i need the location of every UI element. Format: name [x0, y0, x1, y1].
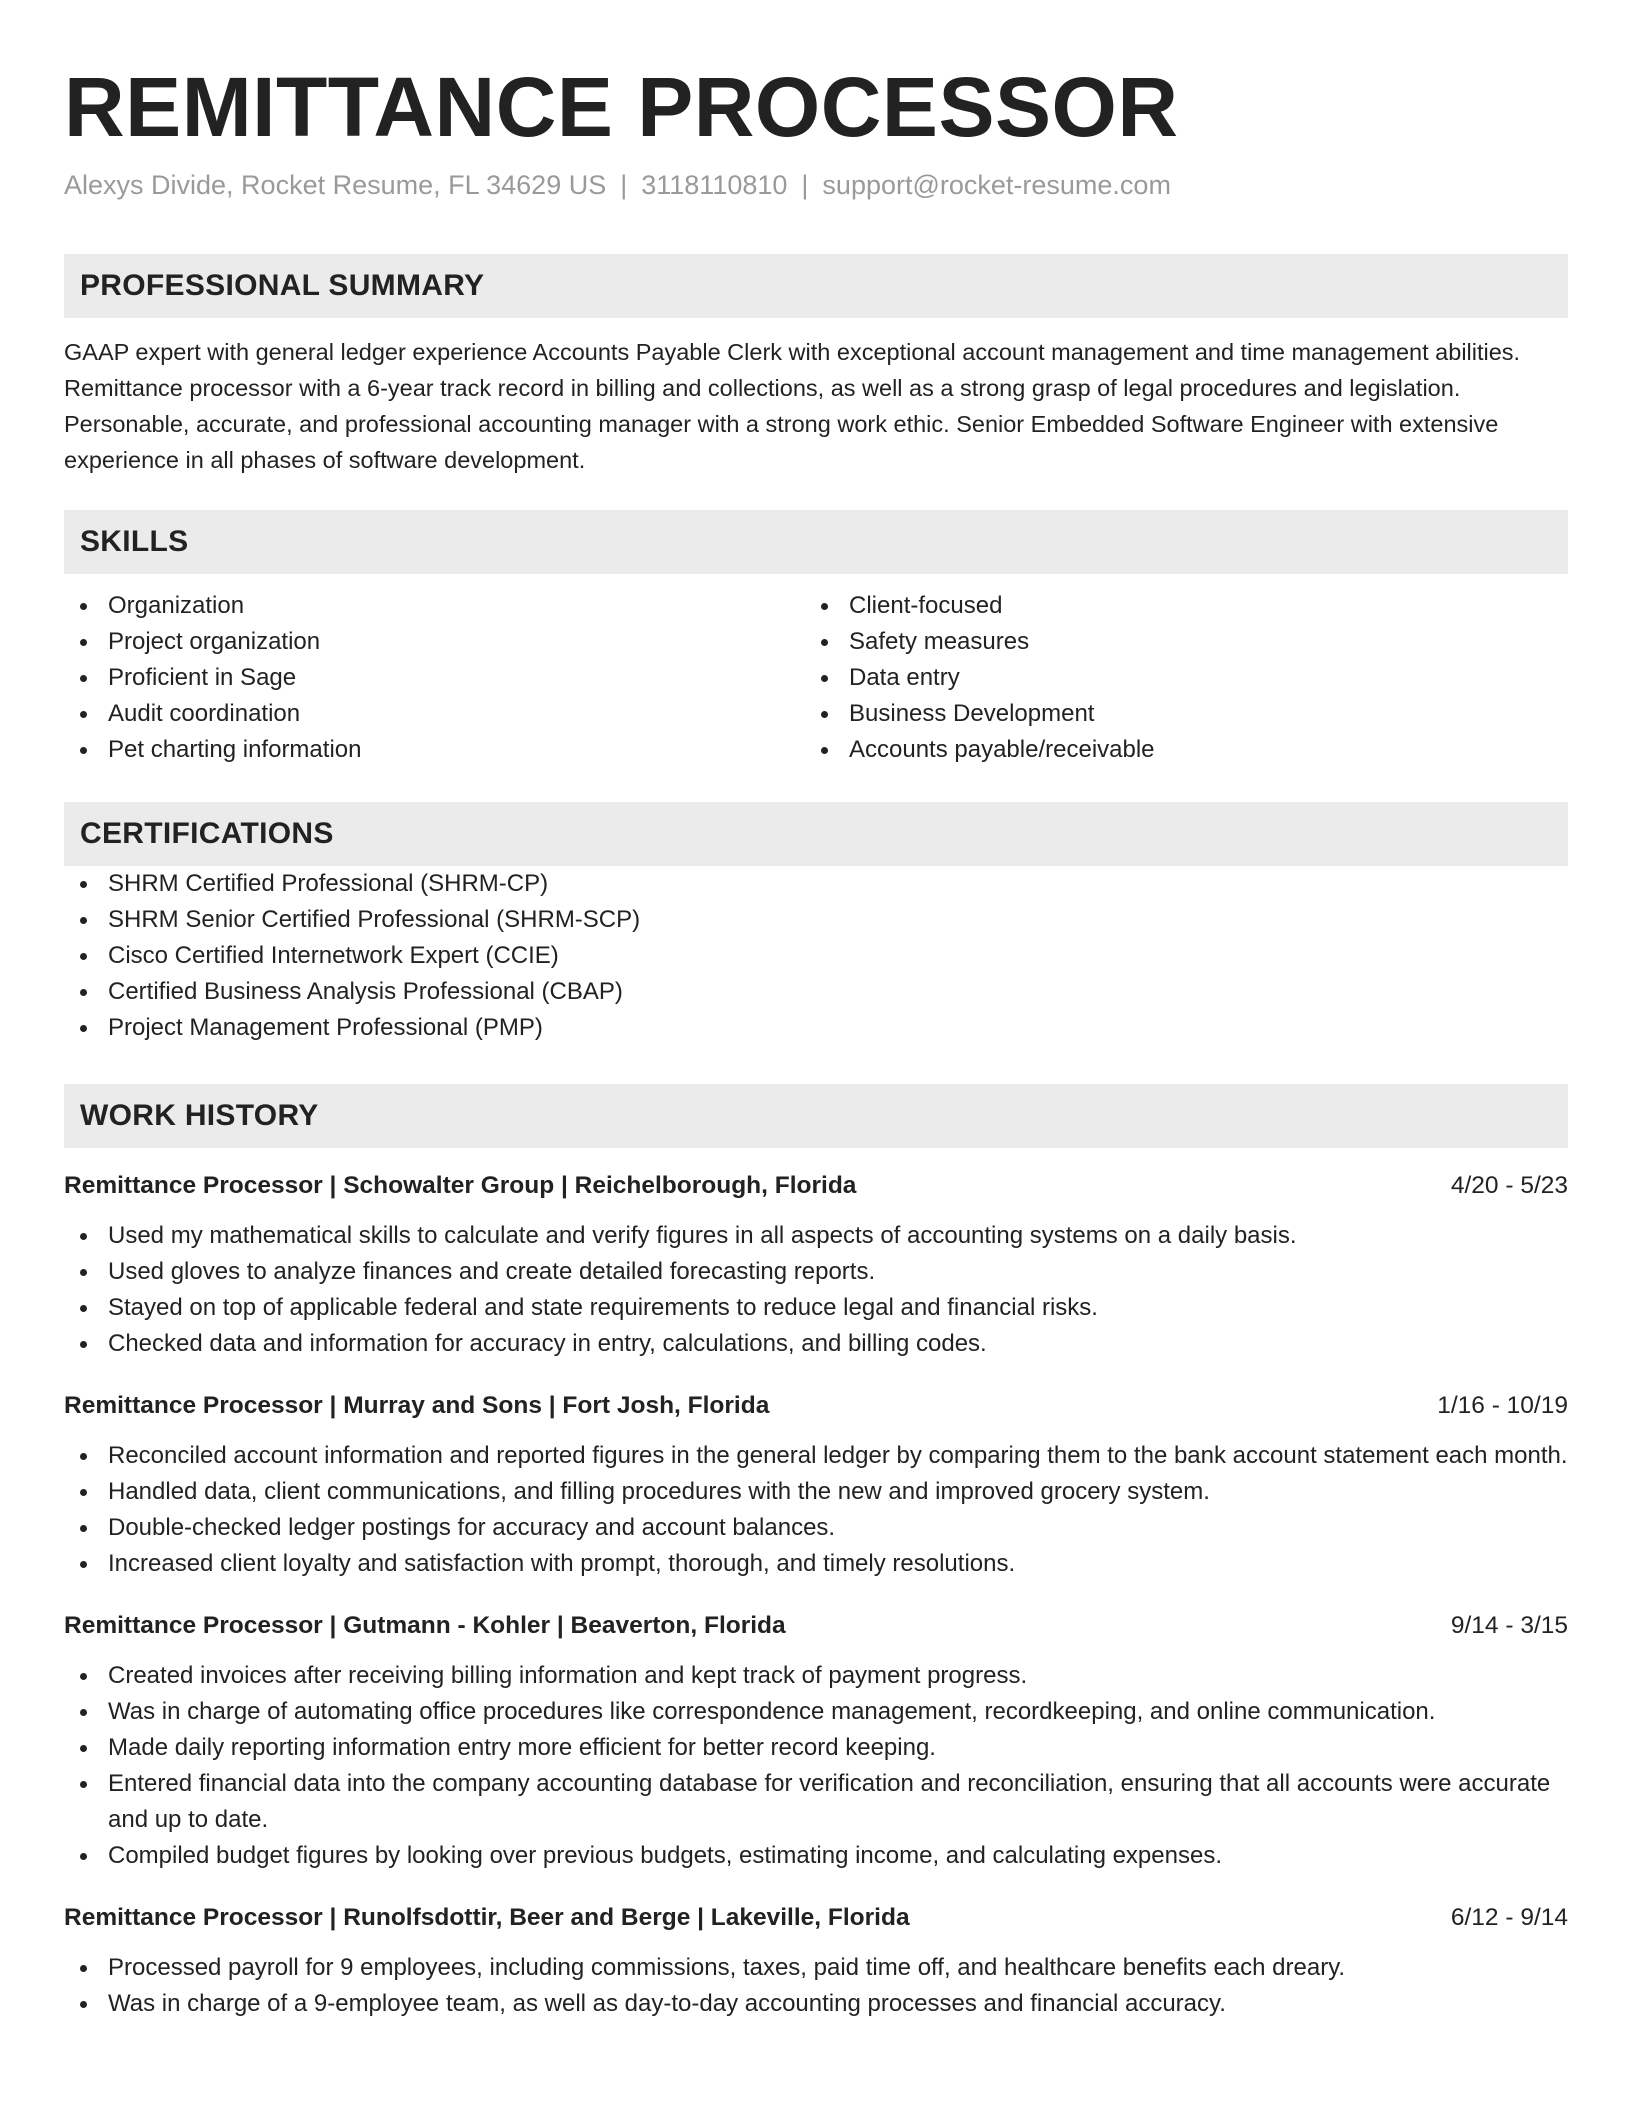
job-entry — [64, 1388, 1568, 1582]
skill-item: Business Development — [805, 696, 1546, 732]
job-title: Remittance Processor | Runolfsdottir, Beer and Berge | Lakeville, Florida — [64, 1904, 910, 1931]
skills-grid — [64, 588, 1568, 768]
job-entry — [64, 1168, 1568, 1362]
job-bullet: Created invoices after receiving billing information and kept track of payment progress. — [64, 1658, 1568, 1694]
job-dates: 6/12 - 9/14 — [1450, 1904, 1568, 1931]
job-bullet: Processed payroll for 9 employees, including commissions, taxes, paid time off, and healthcare benefits each dreary. — [64, 1950, 1568, 1986]
job-header — [64, 1388, 1568, 1424]
job-bullet: Used gloves to analyze finances and create detailed forecasting reports. — [64, 1254, 1568, 1290]
job-bullet: Made daily reporting information entry more efficient for better record keeping. — [64, 1730, 1568, 1766]
job-dates: 4/20 - 5/23 — [1450, 1172, 1568, 1199]
job-bullet: Was in charge of automating office procedures like correspondence management, recordkeeping, and online communication. — [64, 1694, 1568, 1730]
job-bullet: Stayed on top of applicable federal and state requirements to reduce legal and financial risks. — [64, 1290, 1568, 1326]
contact-separator: | — [801, 170, 809, 200]
job-title: Remittance Processor | Murray and Sons | Fort Josh, Florida — [64, 1392, 770, 1419]
job-bullet: Entered financial data into the company accounting database for verification and reconciliation, ensuring that all accounts were accurate and up to date. — [64, 1766, 1568, 1838]
certification-item: Project Management Professional (PMP) — [64, 1010, 1568, 1046]
job-bullets — [64, 1438, 1568, 1582]
skill-item: Accounts payable/receivable — [805, 732, 1546, 768]
job-header — [64, 1900, 1568, 1936]
job-bullet: Compiled budget figures by looking over previous budgets, estimating income, and calculating expenses. — [64, 1838, 1568, 1874]
resume-name: REMITTANCE PROCESSOR — [64, 60, 1179, 154]
job-header — [64, 1168, 1568, 1204]
section-header-summary: PROFESSIONAL SUMMARY — [64, 254, 1568, 318]
skill-item: Organization — [64, 588, 805, 624]
skills-column-left — [64, 588, 805, 768]
job-bullet: Handled data, client communications, and filling procedures with the new and improved grocery system. — [64, 1474, 1568, 1510]
skill-item: Client-focused — [805, 588, 1546, 624]
job-bullet: Double-checked ledger postings for accuracy and account balances. — [64, 1510, 1568, 1546]
job-bullet: Reconciled account information and reported figures in the general ledger by comparing them to the bank account statement each month. — [64, 1438, 1568, 1474]
skill-item: Project organization — [64, 624, 805, 660]
contact-separator: | — [620, 170, 628, 200]
skill-item: Safety measures — [805, 624, 1546, 660]
contact-line — [64, 168, 1568, 202]
contact-phone: 3118110810 — [641, 170, 788, 200]
certification-item: Certified Business Analysis Professional (CBAP) — [64, 974, 1568, 1010]
skill-item: Proficient in Sage — [64, 660, 805, 696]
resume-page — [64, 0, 1568, 2022]
certification-item: Cisco Certified Internetwork Expert (CCIE) — [64, 938, 1568, 974]
contact-email: support@rocket-resume.com — [822, 170, 1171, 200]
job-bullet: Checked data and information for accuracy in entry, calculations, and billing codes. — [64, 1326, 1568, 1362]
job-title: Remittance Processor | Schowalter Group | Reichelborough, Florida — [64, 1172, 857, 1199]
certification-item: SHRM Certified Professional (SHRM-CP) — [64, 866, 1568, 902]
skills-column-right — [805, 588, 1546, 768]
job-dates: 1/16 - 10/19 — [1437, 1392, 1568, 1419]
skill-item: Data entry — [805, 660, 1546, 696]
section-header-work-history: WORK HISTORY — [64, 1084, 1568, 1148]
job-bullet: Increased client loyalty and satisfaction with prompt, thorough, and timely resolutions. — [64, 1546, 1568, 1582]
job-bullet: Used my mathematical skills to calculate and verify figures in all aspects of accounting systems on a daily basis. — [64, 1218, 1568, 1254]
section-header-certifications: CERTIFICATIONS — [64, 802, 1568, 866]
certifications-list — [64, 866, 1568, 1046]
job-header — [64, 1608, 1568, 1644]
skill-item: Pet charting information — [64, 732, 805, 768]
job-bullets — [64, 1950, 1568, 2022]
job-entry — [64, 1900, 1568, 2022]
job-entry — [64, 1608, 1568, 1874]
job-bullets — [64, 1658, 1568, 1874]
job-dates: 9/14 - 3/15 — [1450, 1612, 1568, 1639]
job-bullet: Was in charge of a 9-employee team, as well as day-to-day accounting processes and financial accuracy. — [64, 1986, 1568, 2022]
job-bullets — [64, 1218, 1568, 1362]
summary-text: GAAP expert with general ledger experience Accounts Payable Clerk with exceptional account management and time management abilities. Remittance processor with a 6-year track record in billing and collections, as well as a strong grasp of legal procedures and legislation. Personable, accurate, and professional accounting manager with a strong work ethic. Senior Embedded Software Engineer with extensive experience in all phases of software development. — [64, 339, 1521, 473]
job-title: Remittance Processor | Gutmann - Kohler | Beaverton, Florida — [64, 1612, 786, 1639]
certification-item: SHRM Senior Certified Professional (SHRM-SCP) — [64, 902, 1568, 938]
skill-item: Audit coordination — [64, 696, 805, 732]
section-header-skills: SKILLS — [64, 510, 1568, 574]
contact-address: Alexys Divide, Rocket Resume, FL 34629 US — [64, 170, 607, 200]
